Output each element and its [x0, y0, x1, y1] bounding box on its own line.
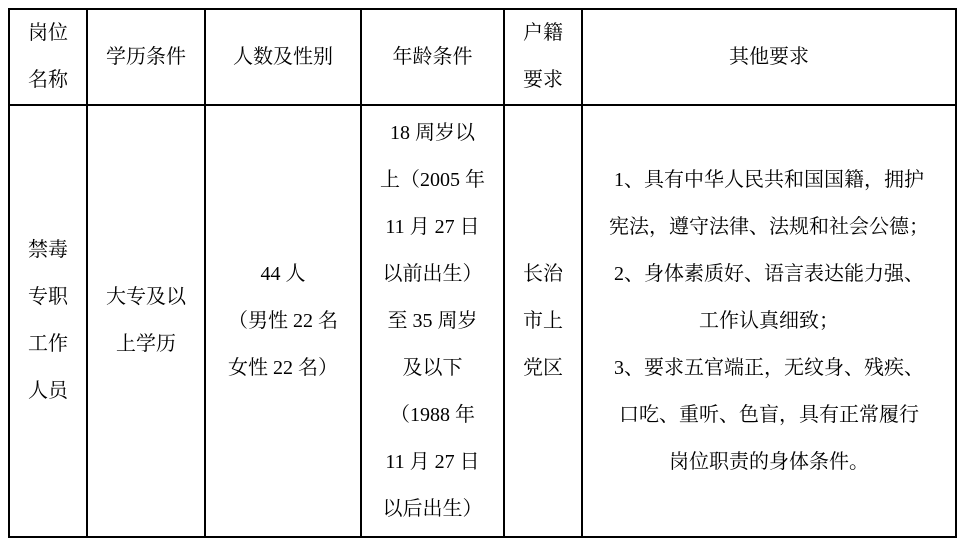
cell-household: 长治 市上 党区 [504, 105, 582, 537]
header-position-name: 岗位 名称 [9, 9, 87, 105]
header-household: 户籍 要求 [504, 9, 582, 105]
document-sheet [8, 8, 957, 538]
header-education: 学历条件 [87, 9, 205, 105]
table-row [9, 105, 956, 537]
header-row [9, 9, 956, 105]
cell-education: 大专及以 上学历 [87, 105, 205, 537]
header-other: 其他要求 [582, 9, 956, 105]
cell-headcount-gender: 44 人 （男性 22 名 女性 22 名） [205, 105, 361, 537]
cell-other-requirements: 1、具有中华人民共和国国籍，拥护 宪法，遵守法律、法规和社会公德； 2、身体素质好、语言表达能力强、 工作认真细致； 3、要求五官端正，无纹身、残疾、 口吃、重听、色盲，具有正常履行 岗位职责的身体条件。 [582, 105, 956, 537]
cell-position-name: 禁毒 专职 工作 人员 [9, 105, 87, 537]
cell-age: 18 周岁以 上（2005 年 11 月 27 日 以前出生） 至 35 周岁 及以下 （1988 年 11 月 27 日 以后出生） [361, 105, 504, 537]
header-age: 年龄条件 [361, 9, 504, 105]
header-headcount-gender: 人数及性别 [205, 9, 361, 105]
job-posting-table [8, 8, 957, 538]
